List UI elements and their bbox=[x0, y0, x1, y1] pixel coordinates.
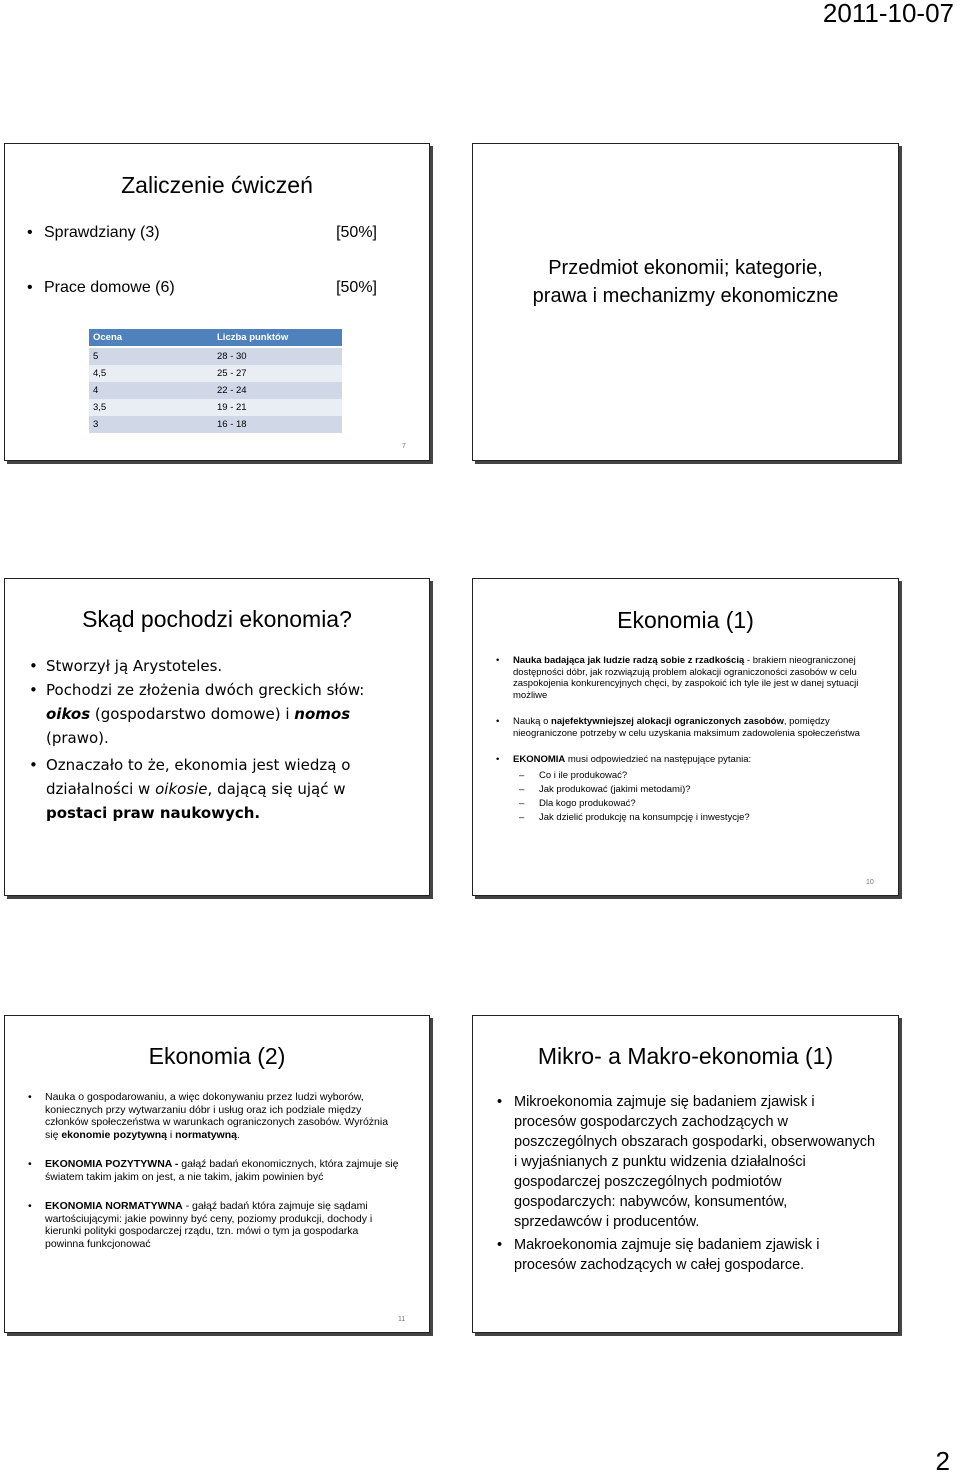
slide-11 bbox=[4, 1015, 430, 1333]
definition-2-bold: najefektywniejszej alokacji ograniczonych zasobów bbox=[551, 716, 784, 727]
item-value: [50%] bbox=[336, 224, 377, 241]
section-title-line-1: Przedmiot ekonomii; kategorie, bbox=[548, 257, 823, 279]
paragraph-1-bold-2: normatywną bbox=[175, 1128, 237, 1141]
paragraph-1-text: Nauka o gospodarowaniu, a więc dokonywaniu przez ludzi wyborów, koniecznych przy wytwarzaniu dóbr i usług oraz ich podziale między członków społeczeństwa w warunkach ograniczonych zasobów. Wyróżnia się bbox=[45, 1091, 389, 1141]
bullet-3-text: Oznaczało to że, ekonomia jest wiedzą o działalności w bbox=[46, 756, 351, 798]
grading-list bbox=[27, 224, 377, 297]
definition-3-text: musi odpowiedzieć na następujące pytania: bbox=[565, 754, 752, 765]
bullet-2-text: Pochodzi ze złożenia dwóch greckich słów: bbox=[46, 681, 365, 699]
bullet-list bbox=[29, 654, 399, 825]
slide-number: 10 bbox=[866, 879, 874, 886]
cell-grade: 3,5 bbox=[89, 399, 213, 416]
slide-title: Skąd pochodzi ekonomia? bbox=[82, 606, 352, 632]
table-row bbox=[89, 365, 342, 382]
definition-list bbox=[496, 655, 876, 825]
paragraph-list bbox=[28, 1091, 400, 1250]
bullet-3-mid: , dającą się ująć w bbox=[207, 780, 346, 798]
term-oikosie: oikosie bbox=[155, 780, 208, 798]
question-item: – Jak dzielić produkcję na konsumpcję i inwestycje? bbox=[519, 811, 876, 825]
paragraph-1-dot: . bbox=[236, 1128, 240, 1141]
question-item: – Jak produkować (jakimi metodami)? bbox=[519, 783, 876, 797]
definition-3 bbox=[496, 754, 876, 766]
paragraph-2-bold: EKONOMIA POZYTYWNA - bbox=[45, 1158, 179, 1170]
questions-list bbox=[496, 769, 876, 825]
slide-title: Mikro- a Makro-ekonomia (1) bbox=[537, 1043, 834, 1069]
table-row bbox=[89, 347, 342, 365]
definition-1-text: - brakiem nieograniczonej dostępności dóbr, jak rozwiązują problem alokacji ograniczoności zasobów w celu zaspokojenia konkurencyjnych chęci, by zaspokoić ich tyle ile jest w danej sytuacji możliwe bbox=[513, 655, 859, 701]
cell-points: 22 - 24 bbox=[213, 382, 342, 399]
page-number: 2 bbox=[935, 1446, 950, 1476]
bullet-2-mid: (gospodarstwo domowe) i bbox=[90, 705, 295, 723]
item-label: Sprawdziany (3) bbox=[44, 224, 160, 241]
paragraph-1-and: i bbox=[166, 1128, 176, 1141]
cell-points: 25 - 27 bbox=[213, 365, 342, 382]
definition-3-bold: EKONOMIA bbox=[513, 754, 566, 765]
bullet-1: • Stworzył ją Arystoteles. bbox=[29, 654, 399, 678]
bullet-2-end: (prawo). bbox=[46, 729, 109, 747]
bullet-list bbox=[497, 1092, 877, 1275]
section-title bbox=[473, 254, 898, 310]
header-date: 2011-10-07 bbox=[822, 0, 954, 28]
definition-1 bbox=[496, 655, 876, 701]
cell-grade: 5 bbox=[89, 347, 213, 365]
column-header-grade: Ocena bbox=[89, 329, 213, 347]
cell-grade: 3 bbox=[89, 416, 213, 433]
table-row bbox=[89, 382, 342, 399]
paragraph-1-bold-1: ekonomie pozytywną bbox=[61, 1128, 167, 1141]
definition-1-bold: Nauka badająca jak ludzie radzą sobie z rzadkością bbox=[513, 655, 745, 666]
cell-points: 28 - 30 bbox=[213, 347, 342, 365]
paragraph-2-text: gałąź badań ekonomicznych, która zajmuje się światem takim jakim on jest, a nie takim, jakim powinien być bbox=[45, 1158, 399, 1183]
list-item-tests bbox=[27, 224, 377, 248]
slide-8 bbox=[472, 143, 899, 461]
bullet-micro: • Mikroekonomia zajmuje się badaniem zjawisk i procesów gospodarczych zachodzących w poszczególnych obszarach gospodarki, obserwowanych i wyjaśnianych z punktu widzenia działalności gospodarczej poszczególnych podmiotów gospodarczych: nabywców, konsumentów, sprzedawców i producentów. bbox=[497, 1092, 877, 1232]
grades-table bbox=[89, 329, 342, 433]
paragraph-2 bbox=[28, 1158, 400, 1183]
question-item: – Dla kogo produkować? bbox=[519, 797, 876, 811]
bullet-3 bbox=[29, 753, 399, 825]
cell-points: 19 - 21 bbox=[213, 399, 342, 416]
slide-title: Zaliczenie ćwiczeń bbox=[121, 172, 313, 198]
question-item: – Co i ile produkować? bbox=[519, 769, 876, 783]
slide-number: 7 bbox=[402, 443, 406, 450]
list-item-homework bbox=[27, 279, 377, 297]
term-oikos: oikos bbox=[46, 705, 91, 723]
slide-12 bbox=[472, 1015, 899, 1333]
bullet-3-bold: postaci praw naukowych. bbox=[46, 804, 261, 822]
cell-points: 16 - 18 bbox=[213, 416, 342, 433]
definition-2-text: , pomiędzy nieograniczone potrzeby w celu uzyskania maksimum zadowolenia społeczeństwa bbox=[513, 716, 860, 739]
slide-10 bbox=[472, 578, 899, 896]
section-title-line-2: prawa i mechanizmy ekonomiczne bbox=[532, 285, 839, 307]
paragraph-3 bbox=[28, 1200, 400, 1250]
slide-number: 11 bbox=[398, 1316, 406, 1323]
cell-grade: 4 bbox=[89, 382, 213, 399]
definition-2 bbox=[496, 716, 876, 739]
paragraph-3-text: - gałąź badań która zajmuje się sądami wartościującymi: jakie powinny być ceny, poziomy produkcji, dochody i kierunki polityki gospodarczej rządu, tzn. mówi o tym ja gospodarka powinna funkcjonować bbox=[45, 1200, 373, 1250]
table-row bbox=[89, 416, 342, 433]
cell-grade: 4,5 bbox=[89, 365, 213, 382]
column-header-points: Liczba punktów bbox=[213, 329, 342, 347]
slide-9 bbox=[4, 578, 430, 896]
table-header-row bbox=[89, 329, 342, 347]
slide-title: Ekonomia (1) bbox=[617, 607, 754, 633]
definition-2-pre: Nauką o bbox=[513, 716, 552, 727]
table-row bbox=[89, 399, 342, 416]
slide-title: Ekonomia (2) bbox=[148, 1043, 286, 1069]
paragraph-1 bbox=[28, 1091, 400, 1141]
item-label: Prace domowe (6) bbox=[44, 279, 175, 296]
paragraph-3-bold: EKONOMIA NORMATYWNA bbox=[45, 1200, 183, 1212]
slide-7 bbox=[4, 143, 430, 461]
item-value: [50%] bbox=[336, 279, 377, 296]
term-nomos: nomos bbox=[294, 705, 351, 723]
bullet-macro: • Makroekonomia zajmuje się badaniem zjawisk i procesów zachodzących w całej gospodarce. bbox=[497, 1235, 877, 1275]
bullet-2 bbox=[29, 678, 399, 750]
